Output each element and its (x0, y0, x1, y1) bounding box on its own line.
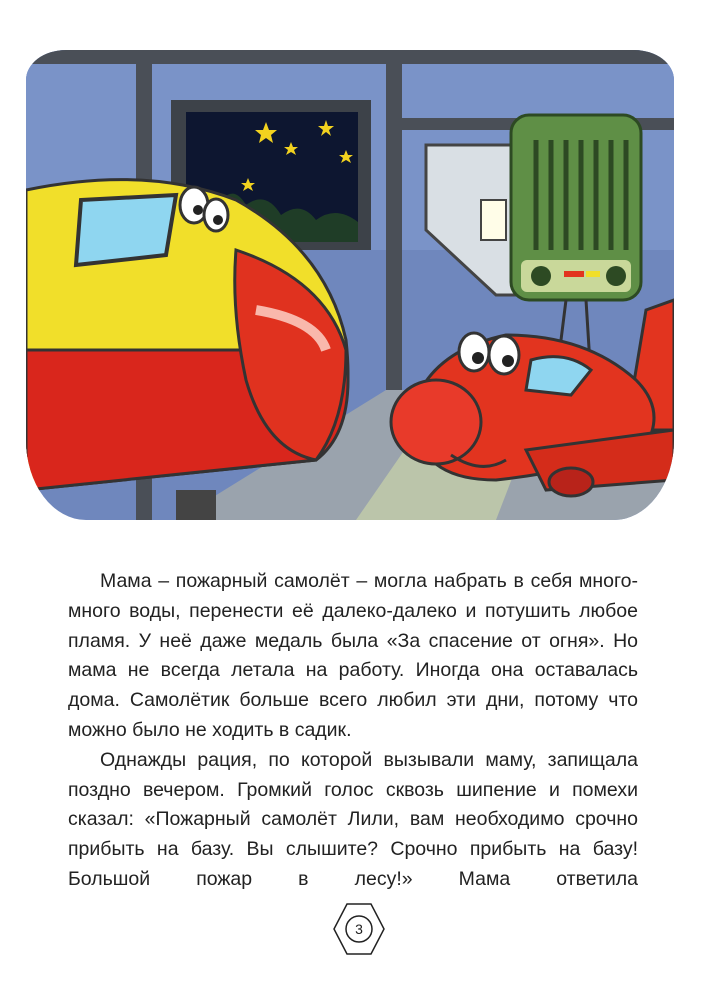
story-paragraph-2: Однажды рация, по которой вызывали маму, запищала поздно вечером. Громкий голос сквозь шипение и помехи сказал: «Пожарный самолёт Лили, вам необходимо срочно прибыть на базу. Вы слышите? Срочно прибыть на базу! Большой пожар в лесу!» Мама ответила (68, 748, 638, 890)
eye-icon (459, 333, 489, 371)
eye-icon (204, 199, 228, 231)
radio-knob-icon (606, 266, 626, 286)
cockpit-window (76, 195, 176, 265)
radio-knob-icon (531, 266, 551, 286)
story-text (68, 567, 638, 895)
hangar-scene (26, 50, 674, 520)
page-number-badge (331, 901, 387, 957)
illustration (26, 50, 674, 520)
page-number: 3 (355, 921, 363, 937)
story-paragraph-1: Мама – пожарный самолёт – могла набрать в себя много-много воды, перенести её далеко-далеко и потушить любое пламя. У неё даже медаль была «За спасение от огня». Но мама не всегда летала на работу. Иногда она оставалась дома. Самолётик больше всего любил эти дни, потому что можно было не ходить в садик. (68, 570, 638, 741)
eye-icon (489, 336, 519, 374)
